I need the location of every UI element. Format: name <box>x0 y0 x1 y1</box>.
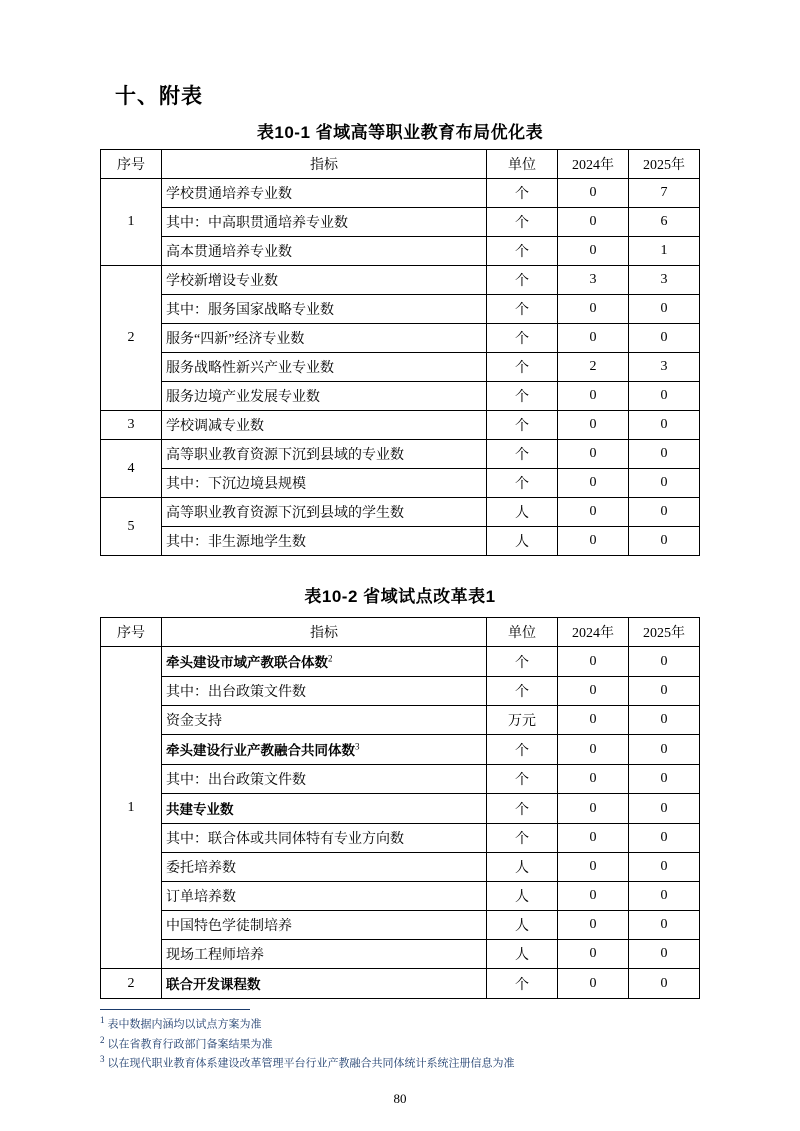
table-row <box>101 208 700 237</box>
cell-unit: 个 <box>487 266 558 295</box>
table-row <box>101 677 700 706</box>
cell-2024: 3 <box>558 266 629 295</box>
footnote-marker: 1 <box>100 1014 105 1025</box>
cell-2025: 0 <box>629 735 700 765</box>
cell-2024: 0 <box>558 469 629 498</box>
cell-indicator: 学校贯通培养专业数 <box>162 179 487 208</box>
table-row <box>101 824 700 853</box>
table-row <box>101 237 700 266</box>
col-header-2025: 2025年 <box>629 618 700 647</box>
cell-unit: 万元 <box>487 706 558 735</box>
cell-2024: 0 <box>558 677 629 706</box>
cell-unit: 个 <box>487 324 558 353</box>
cell-index: 2 <box>101 969 162 999</box>
cell-unit: 个 <box>487 735 558 765</box>
cell-2025: 0 <box>629 882 700 911</box>
cell-2024: 0 <box>558 911 629 940</box>
table-row <box>101 498 700 527</box>
cell-2024: 0 <box>558 498 629 527</box>
cell-indicator: 高等职业教育资源下沉到县域的学生数 <box>162 498 487 527</box>
cell-2024: 0 <box>558 324 629 353</box>
footnote-ref: 3 <box>355 741 360 752</box>
cell-unit: 人 <box>487 911 558 940</box>
footnotes <box>100 1009 700 1073</box>
table-row <box>101 295 700 324</box>
table-row <box>101 382 700 411</box>
cell-indicator: 学校调减专业数 <box>162 411 487 440</box>
cell-unit: 人 <box>487 527 558 556</box>
cell-indicator: 服务边境产业发展专业数 <box>162 382 487 411</box>
cell-indicator: 其中：服务国家战略专业数 <box>162 295 487 324</box>
table-省域高等职业教育布局优化表 <box>100 149 700 556</box>
table-row <box>101 794 700 824</box>
cell-unit: 个 <box>487 969 558 999</box>
footnote-text: 以在省教育行政部门备案结果为准 <box>107 1038 273 1051</box>
cell-indicator: 其中：非生源地学生数 <box>162 527 487 556</box>
cell-2025: 0 <box>629 295 700 324</box>
cell-2024: 0 <box>558 940 629 969</box>
cell-index: 1 <box>101 647 162 969</box>
cell-index: 3 <box>101 411 162 440</box>
cell-unit: 个 <box>487 411 558 440</box>
table-row <box>101 969 700 999</box>
cell-indicator: 其中：出台政策文件数 <box>162 677 487 706</box>
cell-2025: 0 <box>629 824 700 853</box>
footnote-separator <box>100 1009 250 1010</box>
cell-2025: 0 <box>629 647 700 677</box>
table-row <box>101 179 700 208</box>
cell-indicator: 订单培养数 <box>162 882 487 911</box>
cell-indicator-text: 牵头建设市域产教联合体数 <box>166 655 328 670</box>
cell-2025: 0 <box>629 440 700 469</box>
footnote-text: 以在现代职业教育体系建设改革管理平台行业产教融合共同体统计系统注册信息为准 <box>107 1057 515 1070</box>
table-row <box>101 882 700 911</box>
cell-index: 2 <box>101 266 162 411</box>
cell-unit: 个 <box>487 647 558 677</box>
cell-2024: 0 <box>558 969 629 999</box>
cell-2025: 0 <box>629 911 700 940</box>
cell-unit: 个 <box>487 469 558 498</box>
cell-2025: 0 <box>629 527 700 556</box>
cell-2024: 0 <box>558 527 629 556</box>
col-header-index: 序号 <box>101 618 162 647</box>
cell-2024: 0 <box>558 208 629 237</box>
cell-2025: 6 <box>629 208 700 237</box>
cell-unit: 个 <box>487 353 558 382</box>
cell-2024: 0 <box>558 882 629 911</box>
table-header-row <box>101 618 700 647</box>
cell-unit: 个 <box>487 208 558 237</box>
table-row <box>101 440 700 469</box>
cell-indicator: 高本贯通培养专业数 <box>162 237 487 266</box>
cell-2024: 0 <box>558 706 629 735</box>
cell-2025: 0 <box>629 469 700 498</box>
cell-2024: 0 <box>558 824 629 853</box>
cell-unit: 人 <box>487 498 558 527</box>
table-1-caption: 表10-1 省域高等职业教育布局优化表 <box>256 123 544 142</box>
col-header-2024: 2024年 <box>558 618 629 647</box>
footnote-item <box>100 1053 700 1073</box>
cell-indicator-text: 联合开发课程数 <box>166 977 261 992</box>
cell-2025: 0 <box>629 411 700 440</box>
cell-unit: 个 <box>487 677 558 706</box>
table-row <box>101 940 700 969</box>
footnote-item <box>100 1014 700 1034</box>
footnote-item <box>100 1034 700 1054</box>
cell-2024: 0 <box>558 853 629 882</box>
table-row <box>101 911 700 940</box>
cell-2024: 2 <box>558 353 629 382</box>
cell-2024: 0 <box>558 179 629 208</box>
cell-2025: 0 <box>629 765 700 794</box>
cell-2025: 1 <box>629 237 700 266</box>
col-header-unit: 单位 <box>487 618 558 647</box>
table-row <box>101 853 700 882</box>
table-header-row <box>101 150 700 179</box>
table-row <box>101 765 700 794</box>
cell-2025: 0 <box>629 853 700 882</box>
cell-indicator <box>162 794 487 824</box>
cell-indicator: 高等职业教育资源下沉到县域的专业数 <box>162 440 487 469</box>
col-header-2024: 2024年 <box>558 150 629 179</box>
cell-2025: 0 <box>629 324 700 353</box>
cell-unit: 个 <box>487 794 558 824</box>
cell-indicator: 其中：出台政策文件数 <box>162 765 487 794</box>
table-row <box>101 411 700 440</box>
footnote-ref: 2 <box>328 653 333 664</box>
cell-indicator <box>162 735 487 765</box>
cell-unit: 人 <box>487 940 558 969</box>
footnote-marker: 3 <box>100 1054 105 1065</box>
cell-unit: 个 <box>487 295 558 324</box>
table-row <box>101 266 700 295</box>
cell-2024: 0 <box>558 440 629 469</box>
col-header-indicator: 指标 <box>162 150 487 179</box>
cell-2025: 0 <box>629 498 700 527</box>
table-row <box>101 324 700 353</box>
cell-2025: 0 <box>629 677 700 706</box>
cell-indicator: 中国特色学徒制培养 <box>162 911 487 940</box>
cell-unit: 个 <box>487 382 558 411</box>
cell-2025: 0 <box>629 706 700 735</box>
cell-2025: 0 <box>629 969 700 999</box>
cell-2025: 0 <box>629 940 700 969</box>
table-row <box>101 469 700 498</box>
cell-unit: 个 <box>487 237 558 266</box>
table-row <box>101 706 700 735</box>
cell-unit: 个 <box>487 179 558 208</box>
cell-indicator: 委托培养数 <box>162 853 487 882</box>
cell-unit: 人 <box>487 882 558 911</box>
cell-2024: 0 <box>558 382 629 411</box>
cell-2025: 0 <box>629 794 700 824</box>
table-row <box>101 647 700 677</box>
cell-indicator <box>162 969 487 999</box>
cell-unit: 个 <box>487 440 558 469</box>
cell-indicator: 现场工程师培养 <box>162 940 487 969</box>
cell-2024: 0 <box>558 794 629 824</box>
cell-index: 1 <box>101 179 162 266</box>
col-header-unit: 单位 <box>487 150 558 179</box>
cell-indicator: 服务战略性新兴产业专业数 <box>162 353 487 382</box>
col-header-indicator: 指标 <box>162 618 487 647</box>
cell-indicator-text: 共建专业数 <box>166 802 234 817</box>
cell-indicator: 资金支持 <box>162 706 487 735</box>
cell-2025: 0 <box>629 382 700 411</box>
table-row <box>101 353 700 382</box>
cell-2025: 3 <box>629 353 700 382</box>
cell-2025: 3 <box>629 266 700 295</box>
cell-2024: 0 <box>558 647 629 677</box>
page-number: 80 <box>393 1091 407 1106</box>
cell-indicator: 服务“四新”经济专业数 <box>162 324 487 353</box>
table-省域试点改革表1 <box>100 617 700 999</box>
cell-indicator-text: 牵头建设行业产教融合共同体数 <box>166 743 355 758</box>
cell-2024: 0 <box>558 295 629 324</box>
cell-unit: 个 <box>487 765 558 794</box>
table-row <box>101 527 700 556</box>
cell-indicator: 学校新增设专业数 <box>162 266 487 295</box>
cell-unit: 人 <box>487 853 558 882</box>
cell-indicator: 其中：中高职贯通培养专业数 <box>162 208 487 237</box>
footnote-text: 表中数据内涵均以试点方案为准 <box>107 1018 262 1031</box>
cell-indicator: 其中：下沉边境县规模 <box>162 469 487 498</box>
cell-index: 5 <box>101 498 162 556</box>
cell-index: 4 <box>101 440 162 498</box>
footnote-marker: 2 <box>100 1034 105 1045</box>
table-2-caption: 表10-2 省域试点改革表1 <box>304 587 496 606</box>
cell-indicator: 其中：联合体或共同体特有专业方向数 <box>162 824 487 853</box>
page-title: 十、附表 <box>115 85 203 108</box>
col-header-2025: 2025年 <box>629 150 700 179</box>
cell-2024: 0 <box>558 411 629 440</box>
cell-2024: 0 <box>558 237 629 266</box>
table-row <box>101 735 700 765</box>
cell-indicator <box>162 647 487 677</box>
cell-2024: 0 <box>558 735 629 765</box>
cell-2025: 7 <box>629 179 700 208</box>
cell-2024: 0 <box>558 765 629 794</box>
col-header-index: 序号 <box>101 150 162 179</box>
cell-unit: 个 <box>487 824 558 853</box>
